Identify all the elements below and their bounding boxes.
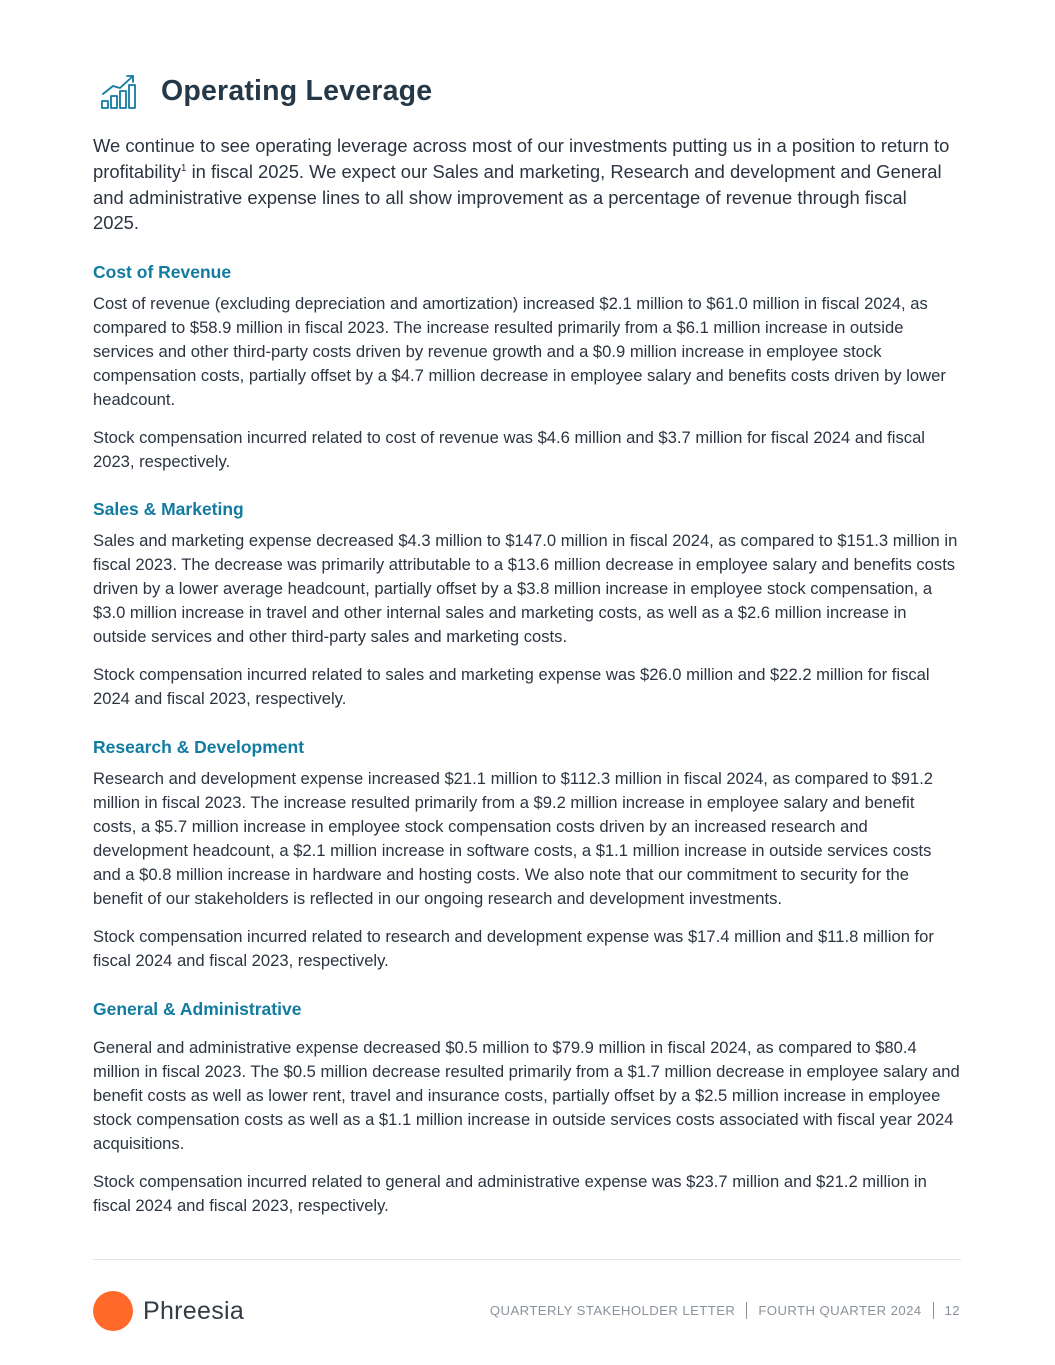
section-heading: Cost of Revenue xyxy=(93,262,232,282)
section-paragraph: Stock compensation incurred related to research and development expense was $17.4 million and $11.8 million for fiscal 2024 and fiscal 2023, respectively. xyxy=(93,927,934,970)
section-paragraph: Cost of revenue (excluding depreciation and amortization) increased $2.1 million to $61.0 million in fiscal 2024, as compared to $58.9 million in fiscal 2023. The increase resulted primarily from a $6.1 million increase in outside services and other third-party costs driven by revenue growth and a $0.9 million increase in employee stock compensation costs, partially offset by a $4.7 million decrease in employee salary and benefits costs driven by lower headcount. xyxy=(93,294,946,409)
section-paragraph: Stock compensation incurred related to sales and marketing expense was $26.0 million and $22.2 million for fiscal 2024 and fiscal 2023, respectively. xyxy=(93,665,930,708)
phreesia-logo xyxy=(93,1291,244,1331)
footer-separator xyxy=(933,1302,934,1319)
section-sales-marketing xyxy=(93,498,961,711)
intro-paragraph xyxy=(93,133,953,236)
section-paragraph: General and administrative expense decreased $0.5 million to $79.9 million in fiscal 2024, as compared to $80.4 million in fiscal 2023. The $0.5 million decrease resulted primarily from a $1.7 million decrease in employee salary and benefit costs as well as lower rent, travel and insurance costs, partially offset by a $2.5 million increase in employee stock compensation costs as well as a $1.1 million increase in outside services costs associated with fiscal year 2024 acquisitions. xyxy=(93,1038,960,1153)
section-paragraph: Stock compensation incurred related to cost of revenue was $4.6 million and $3.7 million for fiscal 2024 and fiscal 2023, respectively. xyxy=(93,428,925,471)
section-cost-of-revenue xyxy=(93,261,961,474)
section-heading: Sales & Marketing xyxy=(93,499,244,519)
section-general-administrative xyxy=(93,998,961,1218)
logo-circle-icon xyxy=(93,1291,133,1331)
intro-text-cont: in fiscal 2025. We expect our Sales and marketing, Research and development and General and administrative expense lines to all show improvement as a percentage of revenue through fiscal 2025. xyxy=(93,160,942,234)
title-row xyxy=(100,70,432,112)
section-paragraph: Sales and marketing expense decreased $4.3 million to $147.0 million in fiscal 2024, as compared to $151.3 million in fiscal 2023. The decrease was primarily attributable to a $13.6 million decrease in employee salary and benefits costs driven by a lower average headcount, partially offset by a $3.8 million increase in employee stock compensation, a $3.0 million increase in travel and other internal sales and marketing costs, as well as a $2.6 million increase in outside services and other third-party sales and marketing costs. xyxy=(93,531,958,646)
period-label: FOURTH QUARTER 2024 xyxy=(758,1303,922,1318)
section-paragraph: Stock compensation incurred related to general and administrative expense was $23.7 million and $21.2 million in fiscal 2024 and fiscal 2023, respectively. xyxy=(93,1172,927,1215)
section-research-development xyxy=(93,736,961,973)
footnote-marker: 1 xyxy=(180,162,187,174)
footer-separator xyxy=(746,1302,747,1319)
bar-chart-trend-icon xyxy=(100,71,140,111)
page-title: Operating Leverage xyxy=(161,74,433,107)
footer-meta xyxy=(490,1302,960,1319)
intro-text: We continue to see operating leverage across most of our investments putting us in a position to return to profitability xyxy=(93,135,950,182)
publication-name: QUARTERLY STAKEHOLDER LETTER xyxy=(489,1303,736,1318)
logo-wordmark: Phreesia xyxy=(143,1296,245,1325)
section-paragraph: Research and development expense increased $21.1 million to $112.3 million in fiscal 2024, as compared to $91.2 million in fiscal 2023. The increase resulted primarily from a $9.2 million increase in employee salary and benefit costs, a $5.7 million increase in employee stock compensation costs driven by an increased research and development headcount, a $2.1 million increase in software costs, a $1.1 million increase in outside services costs and a $0.8 million increase in hardware and hosting costs. We also note that our commitment to security for the benefit of our stakeholders is reflected in our ongoing research and development investments. xyxy=(93,769,934,908)
section-heading: General & Administrative xyxy=(93,999,302,1019)
footer-divider xyxy=(93,1259,961,1260)
page-number: 12 xyxy=(944,1303,960,1318)
section-heading: Research & Development xyxy=(93,737,305,757)
